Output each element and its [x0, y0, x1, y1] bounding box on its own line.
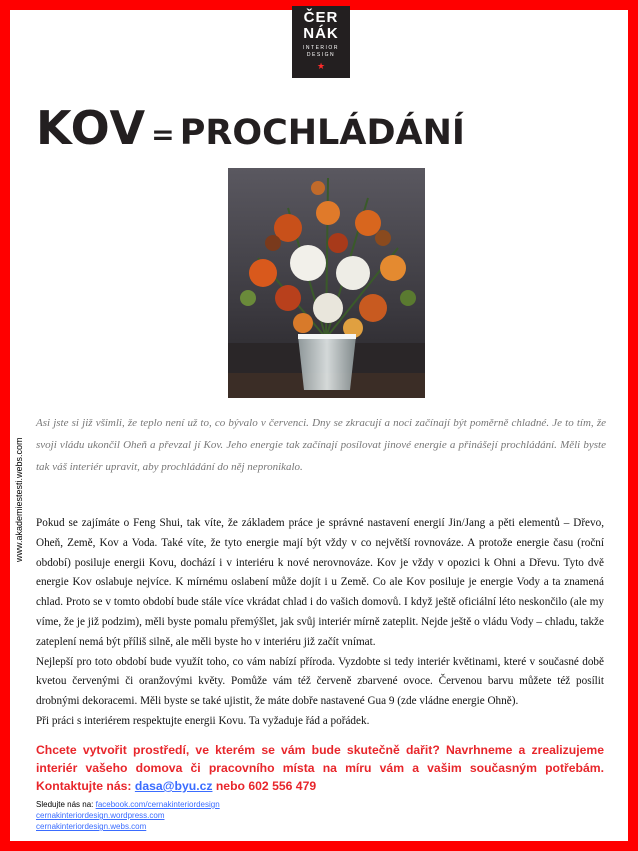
intro-paragraph: Asi jste si již všimli, že teplo není už to, co bývalo v červenci. Dny se zkracují a noci začínají být poměrně chladné. Je to tím, že svoji vládu ukončil Oheň a převzal jí Kov. Jeho energie tak začínají posílovat jinové energie a přinášejí prochládání. Měli byste tak váš interiér upravit, aby prochládání do něj nepronikalo.	[36, 417, 606, 473]
title-left: KOV	[36, 101, 147, 155]
brand-logo	[292, 6, 350, 78]
page-title	[36, 100, 606, 167]
website-link[interactable]: cernakinteriordesign.webs.com	[36, 822, 147, 831]
logo-line-2: NÁK	[303, 25, 339, 42]
call-to-action	[36, 741, 604, 795]
logo-line-1: ČER	[303, 9, 339, 26]
flower-arrangement-photo	[228, 168, 425, 398]
logo-sub-1: INTERIOR	[303, 45, 339, 51]
cta-phone: nebo 602 556 479	[212, 779, 317, 793]
follow-label: Sledujte nás na:	[36, 800, 96, 809]
wordpress-link[interactable]: cernakinteriordesign.wordpress.com	[36, 811, 165, 820]
article-body	[36, 514, 604, 732]
body-paragraph-2: Nejlepší pro toto období bude využít toho, co vám nabízí příroda. Vyzdobte si tedy interiér květinami, které v současné době kvetou červenými či oranžovými květy. Pomůže vám též červeně zbarvené ovoce. Červenou barvu můžete též posílit drobnými dekoracemi. Měli byste se také ujistit, že máte dobře nastavené Gua 9 (zde vládne energie Ohně).	[36, 655, 604, 708]
side-url: www.akademiestesti.webs.com	[14, 437, 24, 562]
follow-us	[36, 799, 220, 832]
title-equals: =	[151, 118, 175, 151]
cta-text: Chcete vytvořit prostředí, ve kterém se vám bude skutečně dařit? Navrhneme a zrealizujeme interiér vašeho domova či pracovního místa na míru vám a vašim současným potřebám. Kontaktujte nás:	[36, 743, 604, 793]
title-right: PROCHLÁDÁNÍ	[179, 113, 465, 153]
logo-star-icon: ★	[316, 61, 326, 71]
facebook-link[interactable]: facebook.com/cernakinteriordesign	[95, 800, 220, 809]
email-link[interactable]: dasa@byu.cz	[134, 779, 213, 793]
body-paragraph-1: Pokud se zajímáte o Feng Shui, tak víte, že základem práce je správné nastavení energií Jin/Jang a pěti elementů – Dřevo, Oheň, Země, Kov a Voda. Také víte, že tyto energie mají být vždy v co největší rovnováze. A protože energie času (roční období) posiluje energii Kovu, dochází i v interiéru k nové nerovnováze. Kov je vždy v opozici k Ohni a Dřevu. Tyto dvě energie Kov oslabuje nejvíce. K mírnému oslabení může dojít i u Země. Co ale Kov posiluje je energie Vody a ta znamená chlad. Proto se v tomto období bude stále více vkrádat chlad i do vašich domovů. I když ještě oficiální léto neskončilo (ale my víme, že je již podzim), měli byste pomalu přemýšlet, jak svůj interiér mírně zateplit. Nejde ještě o vládu Vody – chladu, takže zateplení nemá být příliš silně, ale měli byste ho v interiéru již začít vnímat.	[36, 517, 604, 648]
logo-sub-2: DESIGN	[306, 52, 336, 58]
body-paragraph-3: Při práci s interiérem respektujte energii Kovu. Ta vyžaduje řád a pořádek.	[36, 714, 370, 727]
